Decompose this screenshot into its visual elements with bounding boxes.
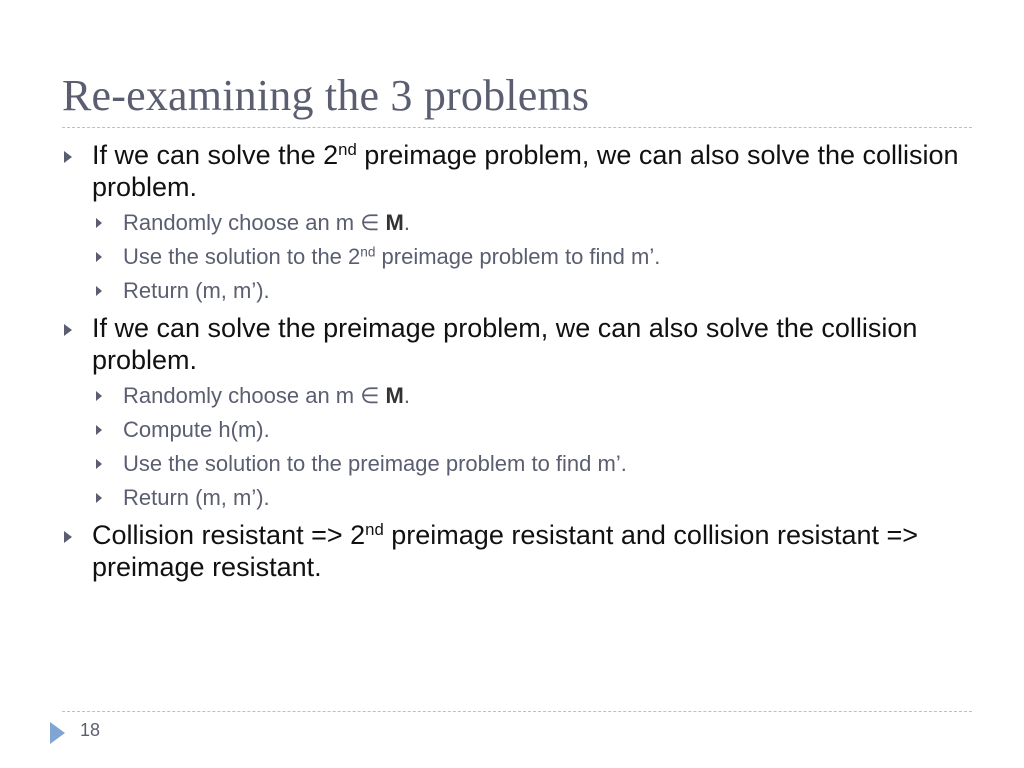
sub-bullet-2-1 [62,382,962,409]
sub-text-after: preimage problem to find m’. [375,244,661,269]
sub-bullet-2-4 [62,484,962,511]
bullet-1-text-before: If we can solve the 2 [92,140,339,170]
sub-text-after: . [403,210,410,235]
sub-bullet-2-3 [62,450,962,477]
sub-bullet-2-2 [62,416,962,443]
sub-text: Randomly choose an m ∈ [123,383,386,408]
sub-bullet-arrow-icon [96,425,102,435]
sub-bullet-1-1 [62,209,962,236]
bullet-3-text-before: Collision resistant => 2 [92,520,366,550]
bullet-3-sup: nd [365,519,384,539]
sub-bullet-1-2 [62,243,962,270]
sub-text-after: . [403,383,410,408]
bullet-1 [62,139,962,203]
sub-bullet-arrow-icon [96,459,102,469]
sub-text: Return (m, m’). [123,278,270,303]
sub-text: Compute h(m). [123,417,270,442]
bullet-arrow-icon [64,151,72,163]
page-number: 18 [80,720,101,740]
bullet-3-text-after: preimage resistant and collision resistant => preimage resistant. [92,520,919,582]
bullet-1-sup: nd [338,139,357,159]
bullet-arrow-icon [64,324,72,336]
bullet-2-text: If we can solve the preimage problem, we can also solve the collision problem. [92,313,918,375]
bullet-2 [62,312,962,376]
sub-bullet-arrow-icon [96,391,102,401]
footer-divider [62,711,972,712]
sub-bullet-arrow-icon [96,286,102,296]
bullet-arrow-icon [64,531,72,543]
bullet-3 [62,519,962,583]
title-divider [62,127,972,128]
bullet-group-3 [62,519,962,583]
sub-text: Use the solution to the 2 [123,244,361,269]
slide-body [62,139,962,591]
set-symbol: M [385,383,404,408]
sub-bullet-1-3 [62,277,962,304]
bullet-1-text-after: preimage problem, we can also solve the collision problem. [92,140,959,202]
sub-sup: nd [360,244,376,260]
sub-bullet-arrow-icon [96,218,102,228]
bullet-group-2 [62,312,962,511]
slide-title: Re-examining the 3 problems [62,71,590,120]
set-symbol: M [385,210,404,235]
sub-text: Randomly choose an m ∈ [123,210,386,235]
sub-bullet-arrow-icon [96,252,102,262]
sub-bullet-arrow-icon [96,493,102,503]
sub-text: Use the solution to the preimage problem to find m’. [123,451,627,476]
bullet-group-1 [62,139,962,304]
footer-triangle-icon [50,722,65,744]
sub-text: Return (m, m’). [123,485,270,510]
